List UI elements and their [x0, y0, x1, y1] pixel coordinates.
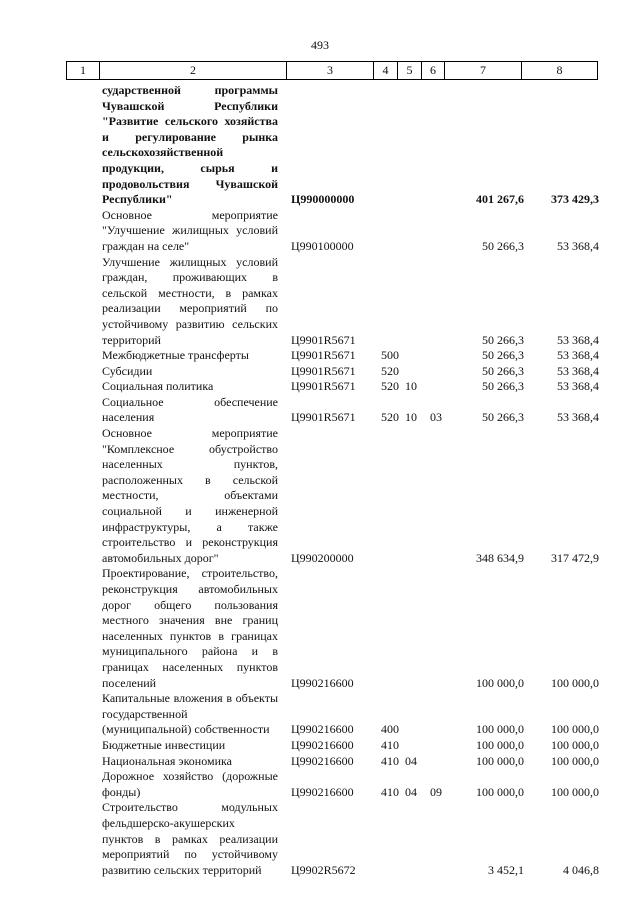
row-amount-2: 317 472,9: [551, 550, 599, 565]
header-col-4: 4: [374, 62, 398, 80]
row-subsection: 03: [430, 410, 442, 425]
row-expense-type: 520: [381, 379, 399, 394]
row-name: Социальная политика: [102, 379, 214, 394]
row-name: Проектирование, строительство, реконструкция автомобильных дорог общего пользования местного значения вне границ населенных пунктов в границах муниципального района и в границах населенных пунктов поселений: [102, 566, 278, 690]
row-expense-type: 410: [381, 737, 399, 752]
table-row: [0, 348, 640, 364]
row-amount-2: 53 368,4: [557, 238, 599, 253]
row-amount-1: 401 267,6: [476, 192, 524, 207]
row-name: Межбюджетные трансферты: [102, 348, 249, 363]
row-code: Ц990000000: [291, 192, 355, 207]
row-name: Бюджетные инвестиции: [102, 737, 226, 752]
table-row: [0, 691, 640, 738]
row-amount-2: 53 368,4: [557, 379, 599, 394]
row-name: Улучшение жилищных условий граждан, проживающих в сельской местности, в рамках реализации мероприятий по устойчивому развитию сельских территорий: [102, 254, 278, 347]
table-row: [0, 754, 640, 770]
header-col-3: 3: [287, 62, 374, 80]
row-expense-type: 500: [381, 348, 399, 363]
row-code: Ц990216600: [291, 675, 354, 690]
row-name: Дорожное хозяйство (дорожные фонды): [102, 769, 278, 799]
row-name: сударственной программы Чувашской Республики "Развитие сельского хозяйства и регулирование рынка сельскохозяйственной продукции, сырья и продовольствия Чувашской Республики": [102, 83, 278, 207]
row-code: Ц9901R5671: [291, 410, 356, 425]
row-code: Ц990200000: [291, 550, 354, 565]
row-amount-2: 53 368,4: [557, 332, 599, 347]
row-amount-1: 50 266,3: [482, 363, 524, 378]
table-row: [0, 769, 640, 800]
row-expense-type: 520: [381, 410, 399, 425]
header-col-6: 6: [422, 62, 445, 80]
row-expense-type: 410: [381, 784, 399, 799]
row-name: Строительство модульных фельдшерско-акушерских пунктов в рамках реализации мероприятий по устойчивому развитию сельских территорий: [102, 800, 278, 877]
row-amount-2: 53 368,4: [557, 410, 599, 425]
page-number: 493: [311, 38, 329, 52]
row-section: 10: [405, 379, 417, 394]
table-row: [0, 566, 640, 691]
header-col-8: 8: [522, 62, 598, 80]
row-subsection: 09: [430, 784, 442, 799]
row-code: Ц990216600: [291, 753, 354, 768]
row-amount-1: 50 266,3: [482, 348, 524, 363]
row-name: Национальная экономика: [102, 753, 232, 768]
row-code: Ц9902R5672: [291, 862, 356, 877]
row-code: Ц9901R5671: [291, 332, 356, 347]
row-amount-1: 348 634,9: [476, 550, 524, 565]
row-code: Ц9901R5671: [291, 363, 356, 378]
table-row: [0, 83, 640, 208]
header-col-7: 7: [445, 62, 522, 80]
row-amount-1: 50 266,3: [482, 332, 524, 347]
row-section: 10: [405, 410, 417, 425]
row-section: 04: [405, 753, 417, 768]
row-code: Ц990216600: [291, 722, 354, 737]
table-row: [0, 395, 640, 426]
row-amount-1: 100 000,0: [476, 675, 524, 690]
row-amount-1: 100 000,0: [476, 784, 524, 799]
table-row: [0, 255, 640, 349]
row-code: Ц9901R5671: [291, 379, 356, 394]
row-name: Социальное обеспечение населения: [102, 394, 278, 425]
header-col-5: 5: [398, 62, 422, 80]
row-amount-2: 53 368,4: [557, 363, 599, 378]
column-number-header: [66, 61, 598, 80]
row-amount-2: 373 429,3: [551, 192, 599, 207]
table-row: [0, 800, 640, 878]
row-amount-1: 50 266,3: [482, 238, 524, 253]
row-amount-1: 3 452,1: [488, 862, 524, 877]
row-code: Ц9901R5671: [291, 348, 356, 363]
row-name: Субсидии: [102, 363, 153, 378]
row-amount-1: 100 000,0: [476, 722, 524, 737]
row-amount-2: 100 000,0: [551, 737, 599, 752]
row-amount-1: 50 266,3: [482, 379, 524, 394]
row-section: 04: [405, 784, 417, 799]
row-code: Ц990216600: [291, 784, 354, 799]
row-amount-2: 100 000,0: [551, 784, 599, 799]
row-name: Основное мероприятие "Улучшение жилищных условий граждан на селе": [102, 207, 278, 253]
table-row: [0, 364, 640, 380]
header-col-1: 1: [67, 62, 100, 80]
row-expense-type: 400: [381, 722, 399, 737]
row-code: Ц990100000: [291, 238, 354, 253]
row-amount-2: 100 000,0: [551, 722, 599, 737]
header-col-2: 2: [100, 62, 287, 80]
table-row: [0, 426, 640, 566]
row-code: Ц990216600: [291, 737, 354, 752]
table-row: [0, 208, 640, 255]
row-name: Капитальные вложения в объекты государственной (муниципальной) собственности: [102, 691, 278, 737]
row-amount-2: 4 046,8: [563, 862, 599, 877]
row-amount-1: 100 000,0: [476, 737, 524, 752]
row-name: Основное мероприятие "Комплексное обустройство населенных пунктов, расположенных в сельской местности, объектами социальной и инженерной инфраструктуры, а также строительство и реконструкция автомобильных дорог": [102, 426, 278, 565]
row-amount-1: 100 000,0: [476, 753, 524, 768]
row-amount-2: 53 368,4: [557, 348, 599, 363]
row-amount-2: 100 000,0: [551, 675, 599, 690]
budget-table-body: [0, 83, 640, 878]
row-expense-type: 520: [381, 363, 399, 378]
table-row: [0, 738, 640, 754]
row-amount-2: 100 000,0: [551, 753, 599, 768]
row-expense-type: 410: [381, 753, 399, 768]
row-amount-1: 50 266,3: [482, 410, 524, 425]
table-row: [0, 379, 640, 395]
